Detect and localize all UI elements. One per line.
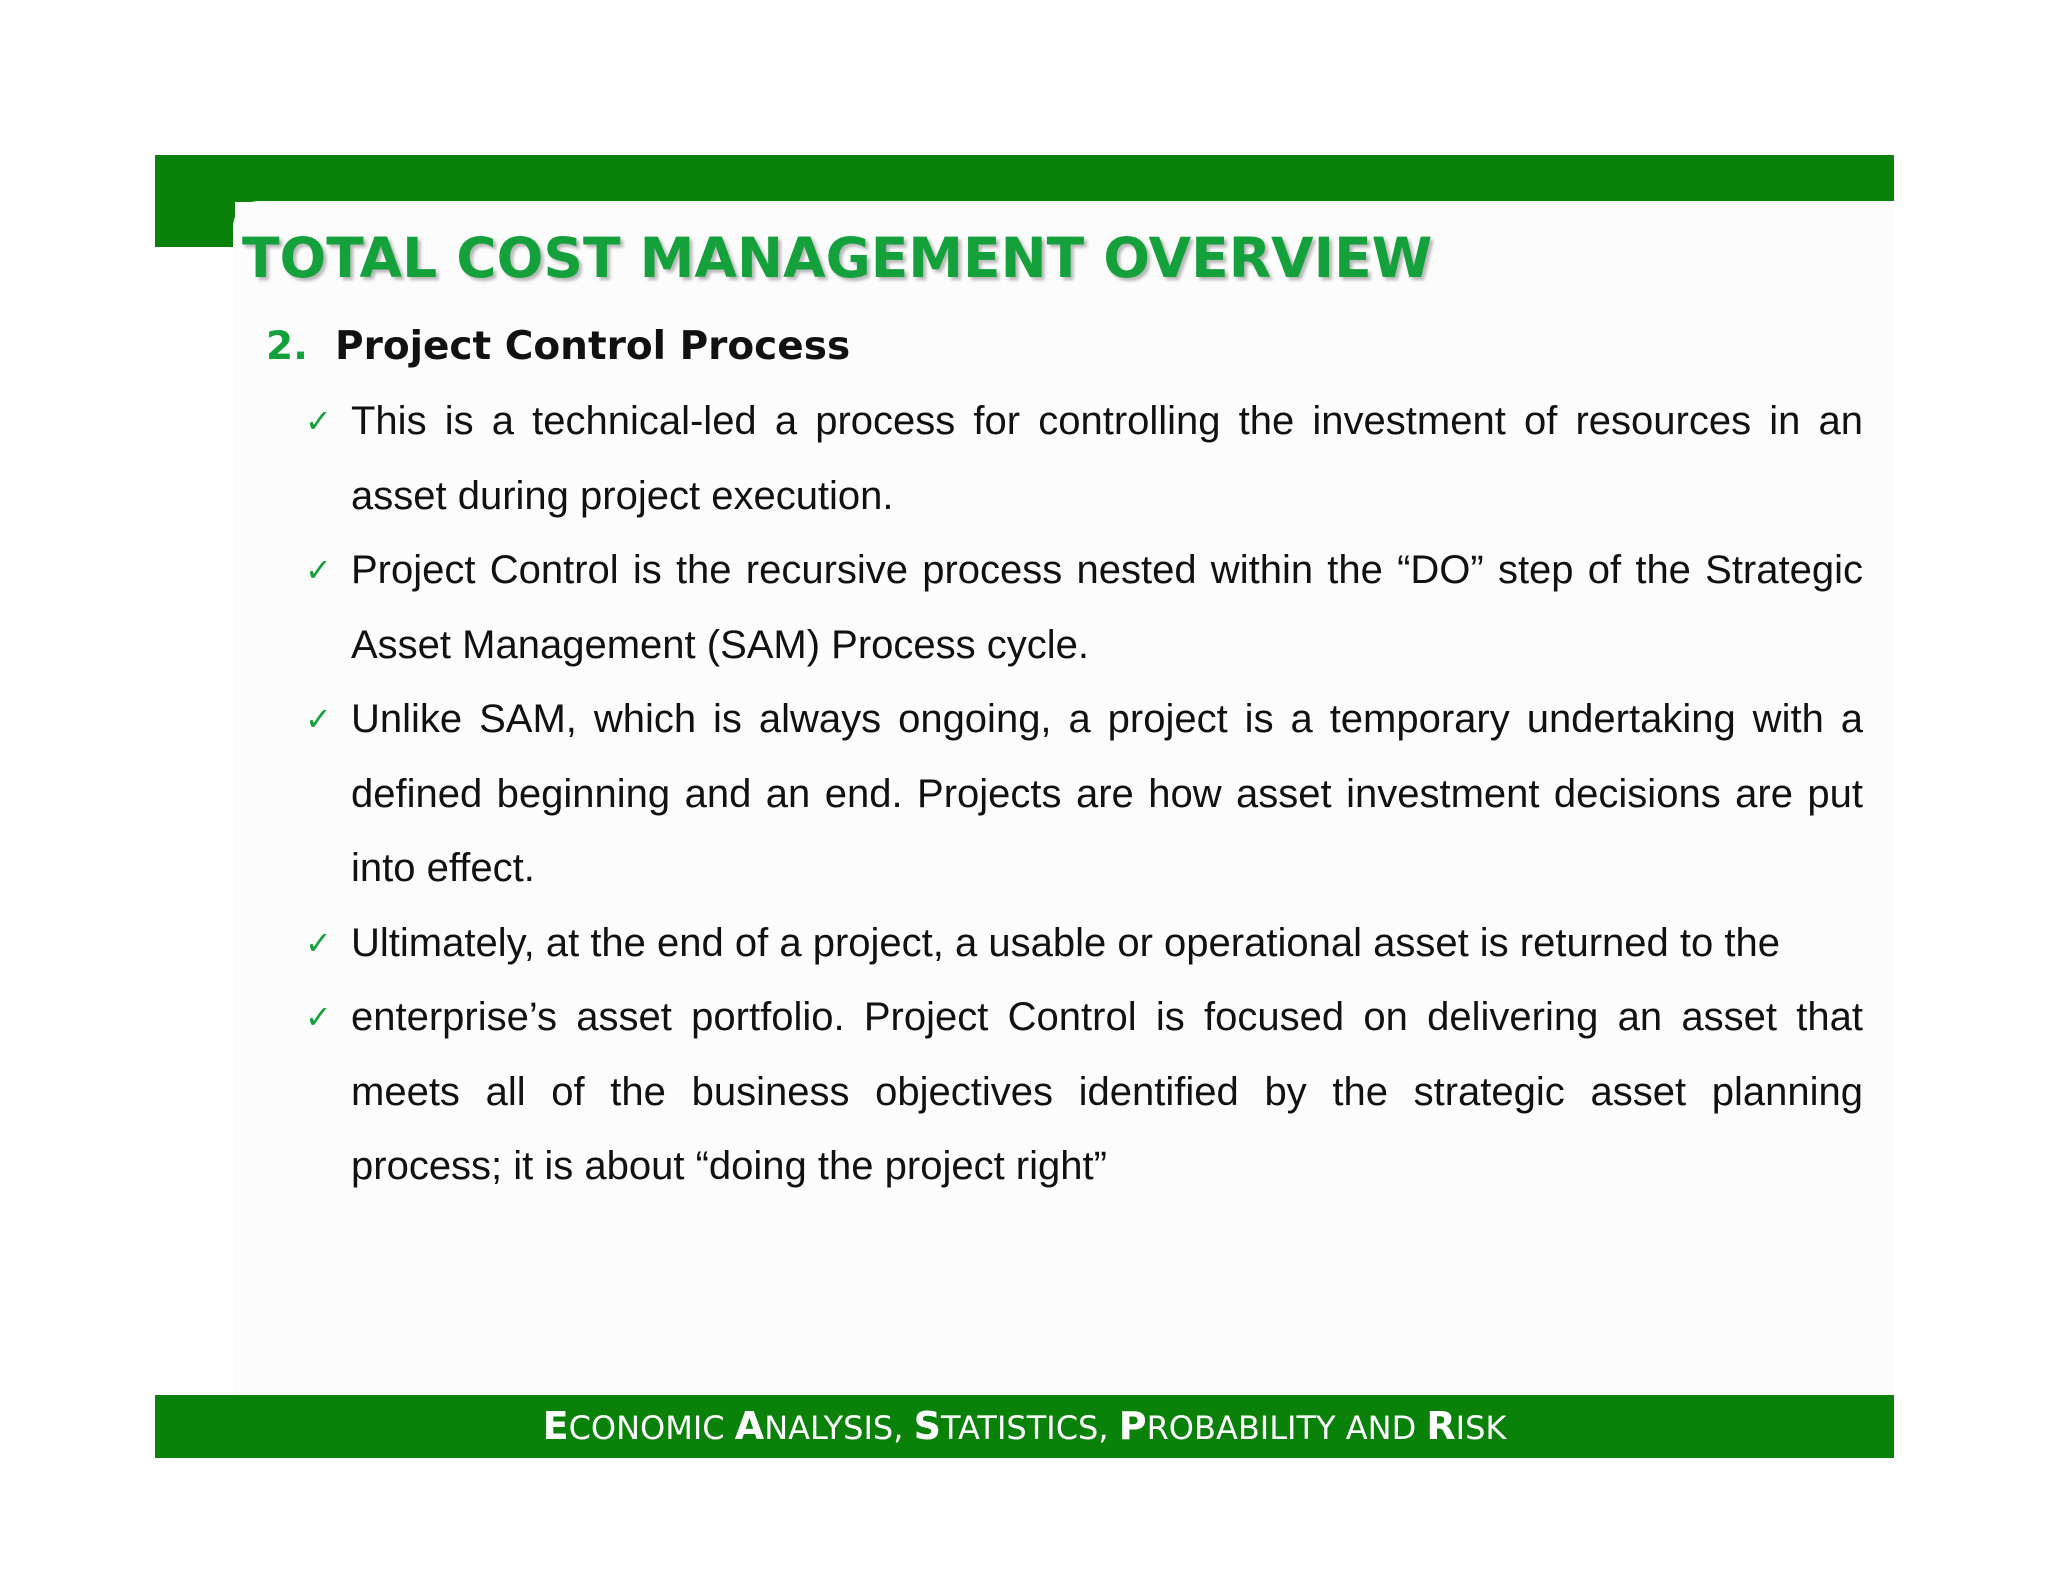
section-title: Project Control Process bbox=[335, 324, 851, 369]
footer-word: ISK bbox=[1455, 1409, 1507, 1447]
header-bar-tab bbox=[155, 155, 235, 247]
footer-word: ROBABILITY AND bbox=[1146, 1409, 1427, 1447]
bullet-text: This is a technical-led a process for controlling the investment of resources in an asset during project execution. bbox=[351, 399, 1863, 518]
bullet-item bbox=[305, 384, 1863, 533]
bullet-item bbox=[305, 682, 1863, 906]
footer-initial: E bbox=[542, 1404, 569, 1448]
footer-bar bbox=[155, 1395, 1894, 1458]
footer-word: NALYSIS, bbox=[764, 1409, 914, 1447]
footer-initial: R bbox=[1426, 1404, 1456, 1448]
bullet-item bbox=[305, 980, 1863, 1204]
footer-initial: A bbox=[734, 1404, 765, 1448]
bullet-text: Project Control is the recursive process nested within the “DO” step of the Strategic Asset Management (SAM) Process cycle. bbox=[351, 548, 1863, 667]
checkmark-icon: ✓ bbox=[305, 551, 332, 589]
bullet-item bbox=[305, 533, 1863, 682]
footer-initial: S bbox=[913, 1404, 941, 1448]
bullet-text: enterprise’s asset portfolio. Project Control is focused on delivering an asset that meets all of the business objectives identified by the strategic asset planning process; it is about “doing the project right” bbox=[351, 995, 1863, 1188]
bullet-text: Ultimately, at the end of a project, a usable or operational asset is returned to the bbox=[351, 920, 1780, 965]
checkmark-icon: ✓ bbox=[305, 402, 332, 440]
footer-text bbox=[155, 1395, 1894, 1458]
checkmark-icon: ✓ bbox=[305, 923, 332, 962]
footer-word: CONOMIC bbox=[568, 1409, 735, 1447]
footer-word: TATISTICS, bbox=[940, 1409, 1119, 1447]
footer-initial: P bbox=[1118, 1404, 1147, 1448]
checkmark-icon: ✓ bbox=[305, 700, 332, 738]
section-number: 2. bbox=[266, 324, 308, 369]
slide-title: TOTAL COST MANAGEMENT OVERVIEW bbox=[242, 226, 1433, 290]
header-bar bbox=[155, 155, 1894, 202]
checkmark-icon: ✓ bbox=[305, 998, 332, 1036]
bullet-list bbox=[305, 384, 1863, 1204]
bullet-text: Unlike SAM, which is always ongoing, a project is a temporary undertaking with a defined beginning and an end. Projects are how asset investment decisions are put into effect. bbox=[351, 697, 1863, 890]
bullet-item bbox=[305, 906, 1863, 981]
section-heading bbox=[266, 324, 850, 369]
